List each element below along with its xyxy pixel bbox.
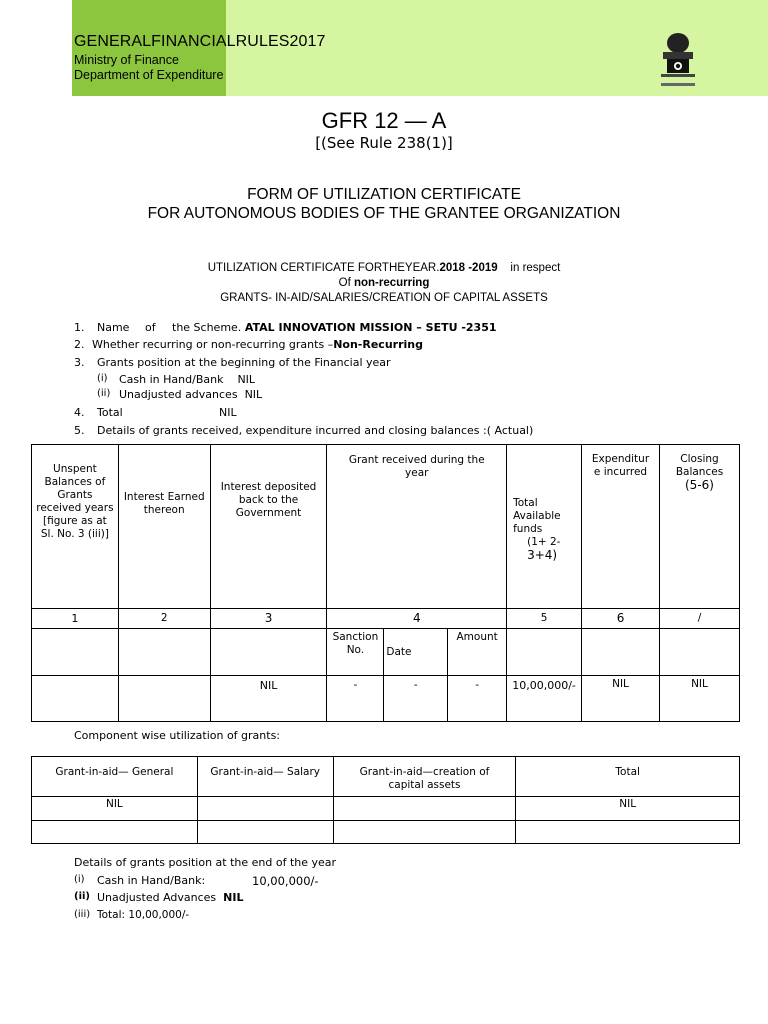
empty-cell bbox=[210, 629, 327, 676]
data-unspent bbox=[32, 676, 119, 722]
data-amount: - bbox=[448, 676, 507, 722]
item-3ii bbox=[119, 388, 262, 401]
cert-line1-pre: UTILIZATION CERTIFICATE FORTHEYEAR. bbox=[207, 262, 440, 274]
data-closing: NIL bbox=[659, 676, 739, 722]
item-3i-value: NIL bbox=[237, 373, 256, 386]
header-closing-formula: (5-6) bbox=[685, 478, 714, 492]
component-empty-cell bbox=[197, 821, 333, 844]
certificate-line2 bbox=[0, 277, 768, 289]
item-4-label: Total bbox=[97, 406, 123, 419]
certificate-line1 bbox=[0, 262, 768, 274]
empty-cell bbox=[118, 629, 210, 676]
data-date: - bbox=[384, 676, 448, 722]
end-ii-number: (ii) bbox=[74, 891, 90, 902]
header-interest-deposited: Interest deposited back to the Government bbox=[210, 445, 327, 609]
cert-line2-bold: non-recurring bbox=[353, 277, 430, 289]
item-3-label: Grants position at the beginning of the Financial year bbox=[97, 356, 391, 369]
empty-cell bbox=[32, 629, 119, 676]
header-interest-earned: Interest Earned thereon bbox=[118, 445, 210, 609]
component-table bbox=[31, 756, 740, 844]
rules-title: GENERALFINANCIALRULES2017 bbox=[74, 33, 326, 50]
component-header-general: Grant-in-aid— General bbox=[32, 757, 198, 797]
form-title-line2: FOR AUTONOMOUS BODIES OF THE GRANTEE ORGANIZATION bbox=[147, 205, 621, 222]
item-5-number: 5. bbox=[74, 424, 85, 437]
end-iii-label: Total: 10,00,000/- bbox=[97, 909, 190, 921]
item-1-label-a: Name bbox=[97, 321, 130, 334]
grants-table bbox=[31, 444, 740, 722]
cert-year: 2018 -2019 bbox=[439, 262, 498, 274]
item-5-label: Details of grants received, expenditure incurred and closing balances :( Actual) bbox=[97, 424, 534, 437]
item-3i bbox=[119, 373, 255, 386]
item-1-label-c bbox=[172, 321, 497, 334]
end-i-number: (i) bbox=[74, 874, 85, 885]
header-total-available bbox=[507, 445, 582, 609]
sub-sanction-no: Sanction No. bbox=[327, 629, 384, 676]
data-interest-deposited: NIL bbox=[210, 676, 327, 722]
department-name: Department of Expenditure bbox=[74, 68, 224, 82]
item-1-label-b: of bbox=[145, 321, 156, 334]
item-3ii-value: NIL bbox=[244, 388, 263, 401]
end-ii-label: Unadjusted Advances bbox=[97, 891, 217, 904]
header-expenditure: Expenditur e incurred bbox=[582, 445, 660, 609]
component-general-value: NIL bbox=[32, 797, 198, 821]
item-2 bbox=[92, 338, 423, 351]
cert-line1-post: in respect bbox=[510, 262, 561, 274]
item-3i-number: (i) bbox=[97, 373, 108, 384]
empty-cell bbox=[582, 629, 660, 676]
grants-header-row bbox=[32, 445, 740, 609]
component-row bbox=[32, 797, 740, 821]
ministry-name: Ministry of Finance bbox=[74, 53, 179, 67]
header-total-formula-a: (1+ 2- bbox=[527, 536, 561, 548]
empty-cell bbox=[659, 629, 739, 676]
col-number-4: 4 bbox=[327, 609, 507, 629]
end-i-label: Cash in Hand/Bank: bbox=[97, 874, 206, 887]
cert-line2-pre: Of bbox=[338, 277, 354, 289]
header-closing bbox=[659, 445, 739, 609]
component-total-value: NIL bbox=[516, 797, 740, 821]
item-2-value: Non-Recurring bbox=[333, 338, 423, 351]
ashoka-emblem-icon bbox=[655, 30, 701, 92]
certificate-line3: GRANTS- IN-AID/SALARIES/CREATION OF CAPITAL ASSETS bbox=[220, 292, 548, 304]
item-3-number: 3. bbox=[74, 356, 85, 369]
form-id: GFR 12 — A bbox=[321, 108, 447, 133]
header-total-formula-b: 3+4) bbox=[527, 548, 558, 562]
component-salary-value bbox=[197, 797, 333, 821]
rule-reference: [(See Rule 238(1)] bbox=[315, 134, 453, 152]
item-2-label: Whether recurring or non-recurring grants – bbox=[92, 338, 334, 351]
data-total-available: 10,00,000/- bbox=[507, 676, 582, 722]
component-caption: Component wise utilization of grants: bbox=[74, 729, 281, 742]
component-header-row bbox=[32, 757, 740, 797]
sub-date: Date bbox=[384, 629, 448, 676]
header-closing-label: Closing Balances bbox=[675, 453, 724, 478]
empty-cell bbox=[507, 629, 582, 676]
header-total-available-label: Total Available funds bbox=[513, 497, 561, 535]
sub-amount: Amount bbox=[448, 629, 507, 676]
item-4-value: NIL bbox=[219, 406, 237, 419]
end-position-caption: Details of grants position at the end of the year bbox=[74, 856, 337, 869]
end-i-value: 10,00,000/- bbox=[252, 874, 319, 888]
header-unspent: Unspent Balances of Grants received years [figure as at Sl. No. 3 (iii)] bbox=[32, 445, 119, 609]
item-1-value: ATAL INNOVATION MISSION – SETU -2351 bbox=[244, 321, 497, 334]
col-number-2: 2 bbox=[118, 609, 210, 629]
end-iii-number: (iii) bbox=[74, 909, 91, 920]
header-grant-received: Grant received during the year bbox=[327, 445, 507, 609]
grant-data-row bbox=[32, 676, 740, 722]
item-2-number: 2. bbox=[74, 338, 85, 351]
data-interest-earned bbox=[118, 676, 210, 722]
item-3ii-label: Unadjusted advances bbox=[119, 388, 238, 401]
item-1-label-c-text: the Scheme. bbox=[172, 321, 242, 334]
item-3ii-number: (ii) bbox=[97, 388, 111, 399]
data-expenditure: NIL bbox=[582, 676, 660, 722]
component-capital-value bbox=[333, 797, 516, 821]
component-empty-cell bbox=[32, 821, 198, 844]
item-4-number: 4. bbox=[74, 406, 85, 419]
component-row bbox=[32, 821, 740, 844]
data-sanction-no: - bbox=[327, 676, 384, 722]
component-header-capital: Grant-in-aid—creation of capital assets bbox=[333, 757, 516, 797]
column-number-row bbox=[32, 609, 740, 629]
component-header-total: Total bbox=[516, 757, 740, 797]
end-ii bbox=[97, 891, 243, 904]
end-ii-value: NIL bbox=[223, 891, 244, 904]
col-number-1: 1 bbox=[32, 609, 119, 629]
item-3i-label: Cash in Hand/Bank bbox=[119, 373, 224, 386]
grant-subheader-row bbox=[32, 629, 740, 676]
item-1-number: 1. bbox=[74, 321, 85, 334]
component-empty-cell bbox=[516, 821, 740, 844]
col-number-3: 3 bbox=[210, 609, 327, 629]
component-header-salary: Grant-in-aid— Salary bbox=[197, 757, 333, 797]
col-number-6: 6 bbox=[582, 609, 660, 629]
col-number-7: / bbox=[659, 609, 739, 629]
col-number-5: 5 bbox=[507, 609, 582, 629]
component-empty-cell bbox=[333, 821, 516, 844]
form-title-line1: FORM OF UTILIZATION CERTIFICATE bbox=[247, 186, 521, 203]
